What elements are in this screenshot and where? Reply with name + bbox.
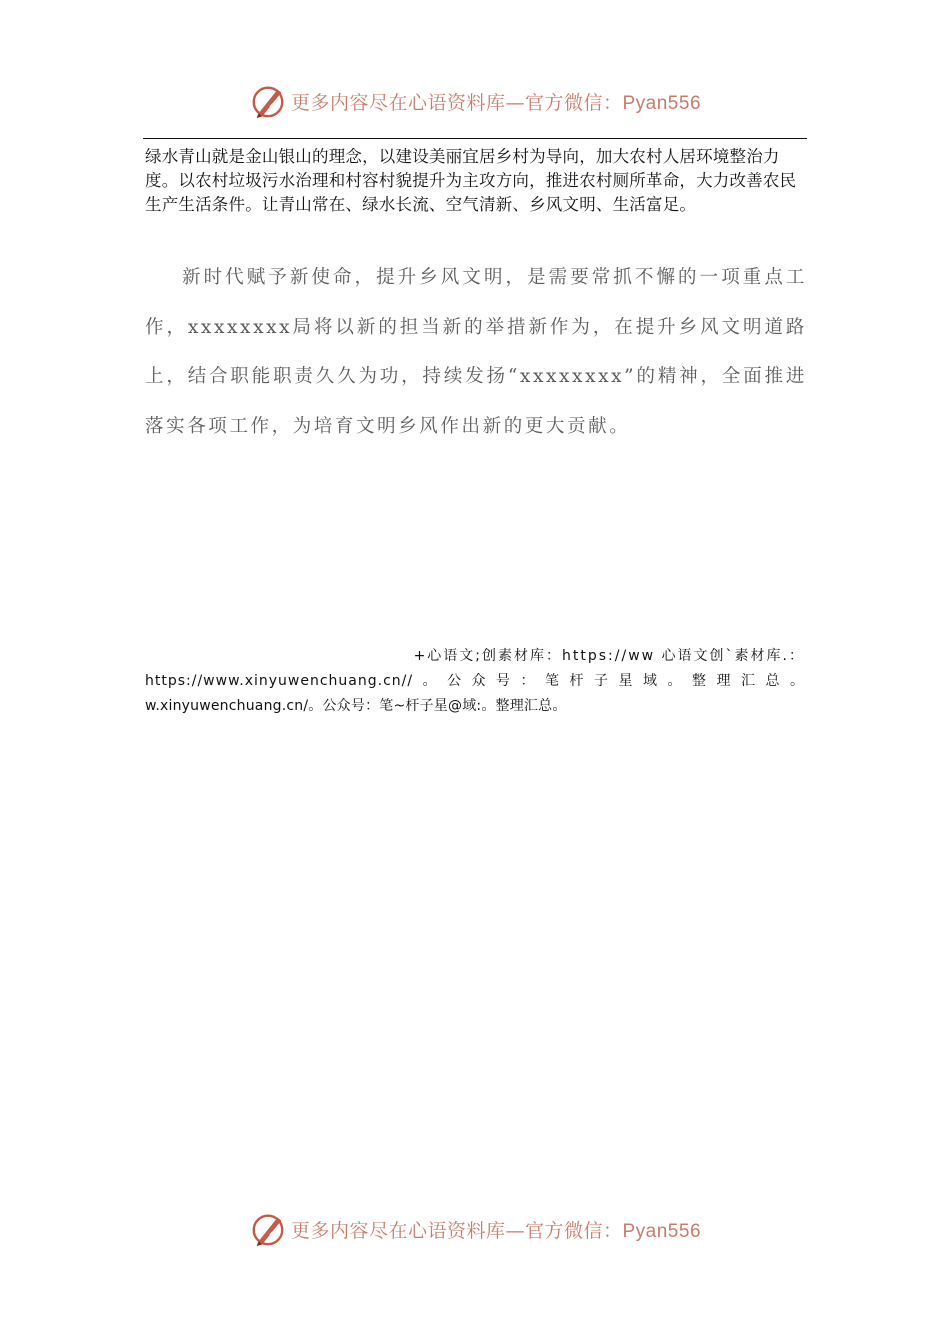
header-banner-label: 更多内容尽在心语资料库—官方微信：: [290, 91, 623, 114]
page-footer: [0, 1210, 950, 1248]
footer-banner-label: 更多内容尽在心语资料库—官方微信：: [290, 1219, 623, 1242]
body-paragraph-2: 新时代赋予新使命，提升乡风文明，是需要常抓不懈的一项重点工作，xxxxxxxx局将以新的担当新的举措新作为，在提升乡风文明道路上，结合职能职责久久为功，持续发扬“xxxxxxxx”的精神，全面推进落实各项工作，为培育文明乡风作出新的更大贡献。: [145, 267, 807, 437]
source-note-line-2: https://www.xinyuwenchuang.cn//。公众号：笔杆子星域。整理汇总。: [145, 673, 805, 689]
pen-logo-icon: [249, 82, 287, 120]
header-banner-text: [291, 88, 701, 115]
footer-banner-text: [291, 1216, 701, 1243]
header-wechat-id: Pyan556: [622, 92, 702, 114]
page-header: [0, 82, 950, 120]
body-paragraph-1: 绿水青山就是金山银山的理念，以建设美丽宜居乡村为导向，加大农村人居环境整治力度。以农村垃圾污水治理和村容村貌提升为主攻方向，推进农村厕所革命，大力改善农民生产生活条件。让青山常在、绿水长流、空气清新、乡风文明、生活富足。: [145, 147, 797, 214]
source-note-line-1: +心语文;创素材库：https://ww 心语文创`素材库.：: [413, 648, 805, 664]
header-banner: [249, 82, 701, 120]
pen-logo-icon: [249, 1210, 287, 1248]
footer-banner: [249, 1210, 701, 1248]
source-note: [145, 644, 805, 719]
footer-wechat-id: Pyan556: [622, 1220, 702, 1242]
header-divider: [143, 138, 807, 139]
source-note-line-3: w.xinyuwenchuang.cn/。公众号：笔~杆子星@域:。整理汇总。: [145, 698, 567, 714]
